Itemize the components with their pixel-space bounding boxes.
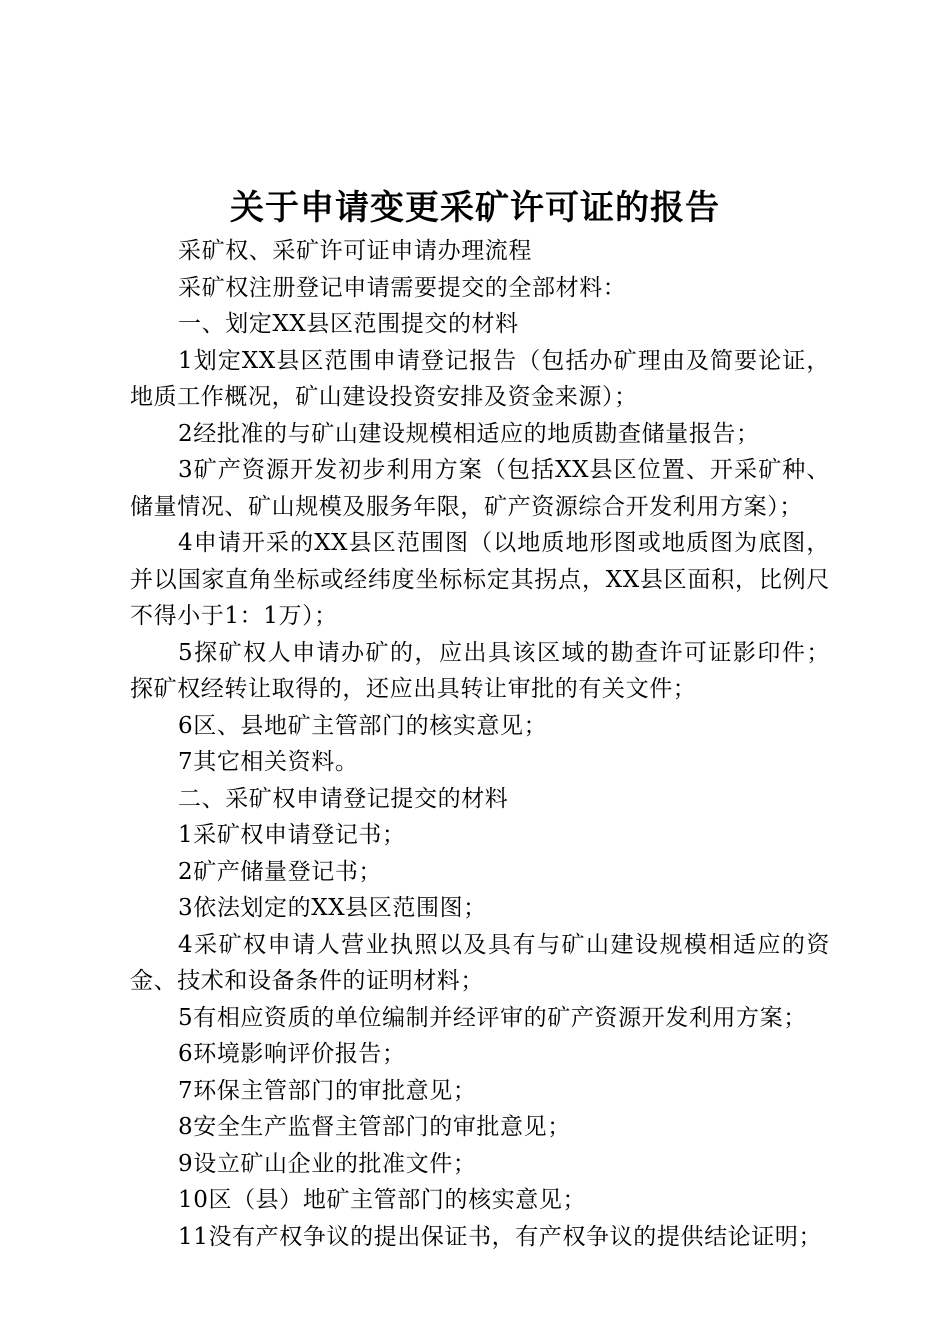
list-item: 2矿产储量登记书；: [178, 858, 383, 885]
list-item: 5探矿权人申请办矿的，应出具该区域的勘查许可证影印件；探矿权经转让取得的，还应出具转让审批的有关文件；: [130, 639, 830, 702]
list-item: 1划定XX县区范围申请登记报告（包括办矿理由及简要论证，地质工作概况，矿山建设投资安排及资金来源）；: [130, 347, 830, 410]
list-item: 7环保主管部门的审批意见；: [178, 1077, 477, 1104]
list-item: 3矿产资源开发初步利用方案（包括XX县区位置、开采矿种、储量情况、矿山规模及服务年限，矿产资源综合开发利用方案）；: [130, 457, 830, 520]
section-heading: 一、划定XX县区范围提交的材料: [178, 311, 519, 337]
document-body: [130, 233, 830, 1255]
section-heading: 二、采矿权申请登记提交的材料: [178, 785, 509, 812]
list-item: 10区（县）地矿主管部门的核实意见；: [178, 1187, 587, 1213]
list-item: 6环境影响评价报告；: [178, 1041, 406, 1067]
list-item: 6区、县地矿主管部门的核实意见；: [178, 712, 548, 739]
paragraph: 采矿权注册登记申请需要提交的全部材料：: [178, 274, 627, 301]
paragraph: 采矿权、采矿许可证申请办理流程: [178, 238, 532, 264]
list-item: 8安全生产监督主管部门的审批意见；: [178, 1114, 571, 1140]
list-item: 7其它相关资料。: [178, 749, 359, 775]
list-item: 2经批准的与矿山建设规模相适应的地质勘查储量报告；: [178, 420, 760, 447]
document-title: 关于申请变更采矿许可证的报告: [230, 188, 720, 228]
list-item: 9设立矿山企业的批准文件；: [178, 1150, 477, 1177]
list-item: 11没有产权争议的提出保证书，有产权争议的提供结论证明；: [178, 1223, 823, 1250]
list-item: 5有相应资质的单位编制并经评审的矿产资源开发利用方案；: [178, 1004, 807, 1031]
list-item: 3依法划定的XX县区范围图；: [178, 895, 487, 921]
list-item: 4申请开采的XX县区范围图（以地质地形图或地质图为底图，并以国家直角坐标或经纬度坐标标定其拐点，XX县区面积，比例尺不得小于1：1万）；: [130, 530, 830, 629]
list-item: 1采矿权申请登记书；: [178, 822, 406, 848]
list-item: 4采矿权申请人营业执照以及具有与矿山建设规模相适应的资金、技术和设备条件的证明材料；: [130, 931, 830, 994]
